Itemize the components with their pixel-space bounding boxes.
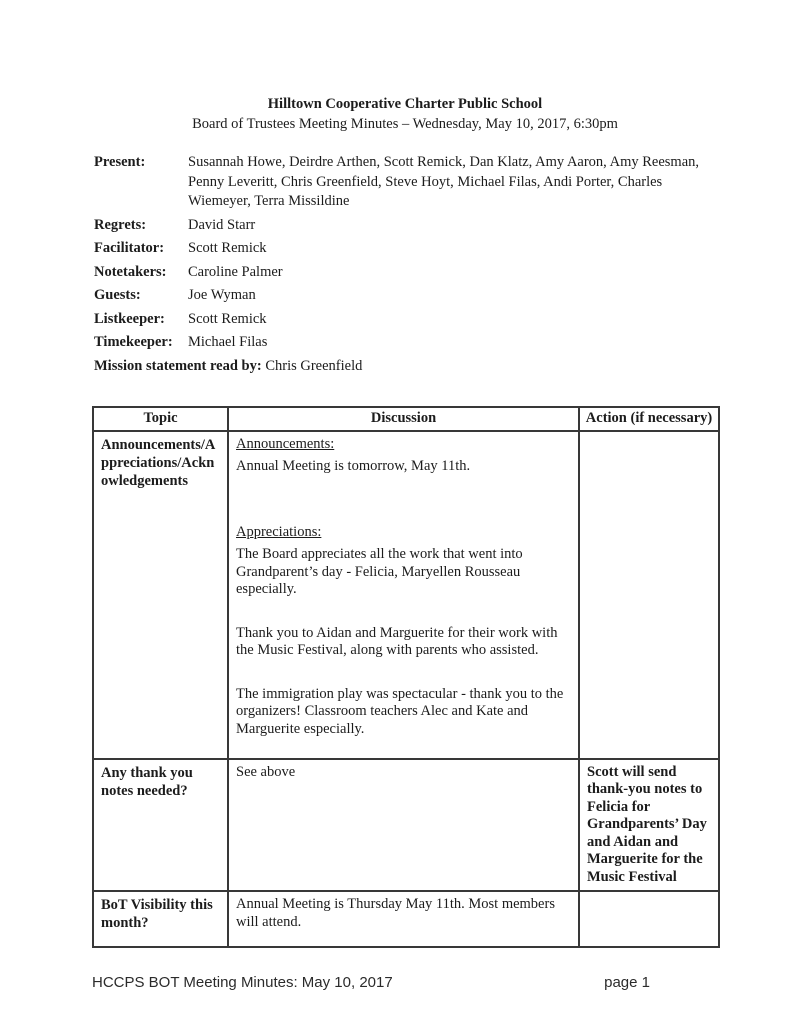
- attendance-row-guests: [92, 286, 718, 306]
- attendance-label: Guests:: [94, 287, 141, 303]
- attendance-row-present: [92, 153, 718, 212]
- mission-statement-row: [92, 357, 718, 377]
- minutes-table: [92, 406, 720, 948]
- attendance-value: David Starr: [188, 216, 256, 233]
- attendance-value: Scott Remick: [188, 310, 267, 327]
- table-row-bot-visibility: [93, 891, 719, 947]
- attendance-label: Regrets:: [94, 216, 147, 233]
- attendance-row-notetakers: [92, 263, 718, 283]
- attendance-value: Michael Filas: [188, 334, 268, 350]
- attendance-label: Timekeeper:: [94, 334, 173, 350]
- announcements-text: Annual Meeting is tomorrow, May 11th.: [236, 458, 471, 474]
- topic-cell: Announcements/Appreciations/Acknowledgements: [93, 431, 228, 759]
- attendance-value: Joe Wyman: [188, 287, 256, 303]
- attendance-value: Caroline Palmer: [188, 263, 283, 280]
- column-header-topic: Topic: [93, 407, 228, 431]
- attendance-value: Scott Remick: [188, 240, 267, 256]
- attendance-row-regrets: [92, 216, 718, 236]
- discussion-cell: See above: [228, 759, 579, 892]
- action-cell: Scott will send thank-you notes to Felicia for Grandparents’ Day and Aidan and Marguerite for the Music Festival: [579, 759, 719, 892]
- discussion-cell: Annual Meeting is Thursday May 11th. Most members will attend.: [228, 891, 579, 947]
- attendance-label: Notetakers:: [94, 263, 167, 280]
- footer-document-label: HCCPS BOT Meeting Minutes: May 10, 2017: [92, 974, 393, 991]
- appreciations-paragraph: The immigration play was spectacular - thank you to the organizers! Classroom teachers Alec and Kate and Marguerite especially.: [236, 685, 564, 737]
- attendance-block: [92, 153, 718, 376]
- announcements-heading: Announcements:: [236, 435, 335, 452]
- footer-page-number: page 1: [604, 974, 650, 991]
- table-row-thank-you-notes: [93, 759, 719, 892]
- table-row-announcements: [93, 431, 719, 759]
- appreciations-heading: Appreciations:: [236, 523, 322, 540]
- attendance-row-listkeeper: [92, 310, 718, 330]
- attendance-value: Susannah Howe, Deirdre Arthen, Scott Remick, Dan Klatz, Amy Aaron, Amy Reesman, Penny Leveritt, Chris Greenfield, Steve Hoyt, Michael Filas, Andi Porter, Charles Wiemeyer, Terra Missildine: [188, 154, 700, 209]
- mission-label: Mission statement read by:: [94, 357, 262, 374]
- attendance-row-timekeeper: [92, 333, 718, 353]
- action-cell: [579, 891, 719, 947]
- appreciations-paragraph: The Board appreciates all the work that went into Grandparent’s day - Felicia, Maryellen Rousseau especially.: [236, 546, 523, 597]
- attendance-label: Present:: [94, 154, 146, 170]
- appreciations-paragraph: Thank you to Aidan and Marguerite for their work with the Music Festival, along with parents who assisted.: [236, 624, 558, 658]
- attendance-label: Listkeeper:: [94, 310, 165, 327]
- table-header-row: [93, 407, 719, 431]
- attendance-label: Facilitator:: [94, 240, 165, 256]
- topic-cell: BoT Visibility this month?: [93, 891, 228, 947]
- document-title: Hilltown Cooperative Charter Public School: [267, 96, 543, 112]
- mission-value: Chris Greenfield: [265, 357, 363, 374]
- document-subtitle: Board of Trustees Meeting Minutes – Wednesday, May 10, 2017, 6:30pm: [192, 115, 618, 132]
- page-footer: [92, 974, 718, 991]
- topic-cell: Any thank you notes needed?: [93, 759, 228, 892]
- attendance-row-facilitator: [92, 239, 718, 259]
- discussion-cell: [228, 431, 579, 759]
- column-header-discussion: Discussion: [228, 407, 579, 431]
- action-cell: [579, 431, 719, 759]
- column-header-action: Action (if necessary): [579, 407, 719, 431]
